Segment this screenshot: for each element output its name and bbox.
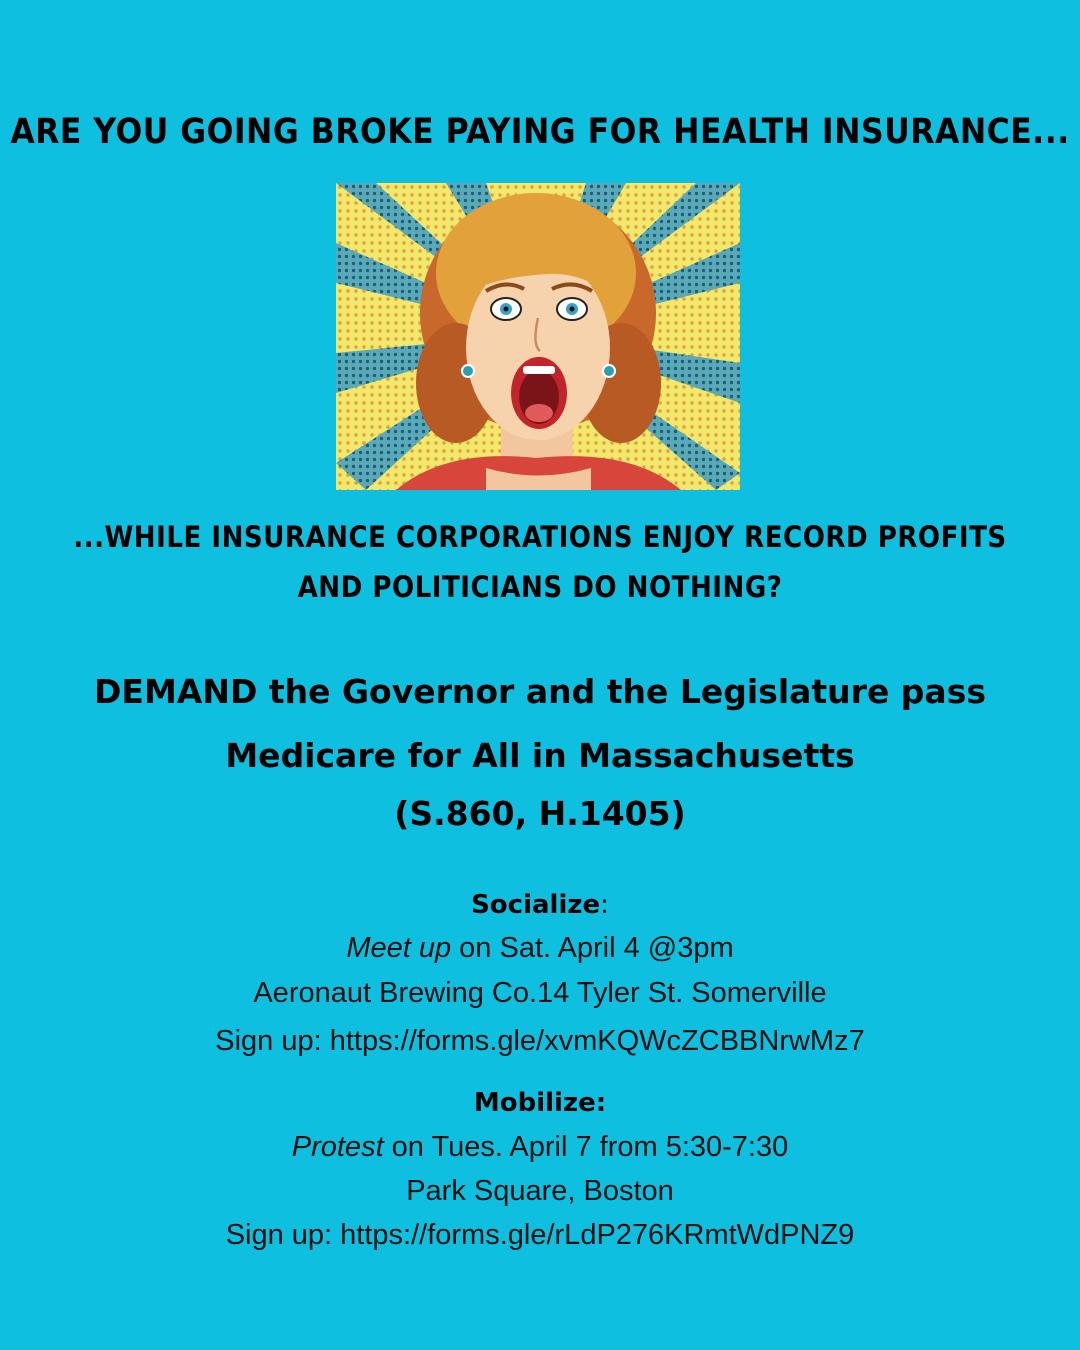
socialize-event-type: Meet up xyxy=(346,932,452,964)
socialize-title-colon: : xyxy=(600,890,609,920)
mobilize-title: Mobilize: xyxy=(473,1088,607,1118)
socialize-event xyxy=(0,932,1080,965)
socialize-title-text: Socialize xyxy=(471,890,601,920)
mobilize-event xyxy=(0,1131,1080,1164)
mobilize-signup xyxy=(0,1219,1080,1252)
mobilize-signup-link[interactable]: https://forms.gle/rLdP276KRmtWdPNZ9 xyxy=(340,1219,855,1251)
headline-line-3: AND POLITICIANS DO NOTHING? xyxy=(297,570,783,604)
socialize-signup-link[interactable]: https://forms.gle/xvmKQWcZCBBNrwMz7 xyxy=(329,1025,865,1057)
demand-line-2: Medicare for All in Massachusetts xyxy=(225,736,855,775)
socialize-signup xyxy=(0,1025,1080,1058)
socialize-location: Aeronaut Brewing Co.14 Tyler St. Somerville xyxy=(253,977,827,1009)
socialize-signup-label: Sign up: xyxy=(215,1025,330,1057)
mobilize-location: Park Square, Boston xyxy=(406,1175,674,1207)
socialize-title xyxy=(0,890,1080,920)
demand-line-3: (S.860, H.1405) xyxy=(394,794,686,833)
demand-line-1: DEMAND the Governor and the Legislature pass xyxy=(94,672,986,711)
mobilize-signup-label: Sign up: xyxy=(225,1219,341,1251)
mobilize-event-type: Protest xyxy=(291,1131,384,1163)
headline-top: ARE YOU GOING BROKE PAYING FOR HEALTH INSURANCE... xyxy=(10,112,1070,152)
mobilize-event-details: on Tues. April 7 from 5:30-7:30 xyxy=(383,1131,789,1163)
socialize-event-details: on Sat. April 4 @3pm xyxy=(451,932,734,964)
headline-line-2: ...WHILE INSURANCE CORPORATIONS ENJOY RECORD PROFITS xyxy=(73,520,1007,554)
pop-art-illustration xyxy=(336,183,740,490)
